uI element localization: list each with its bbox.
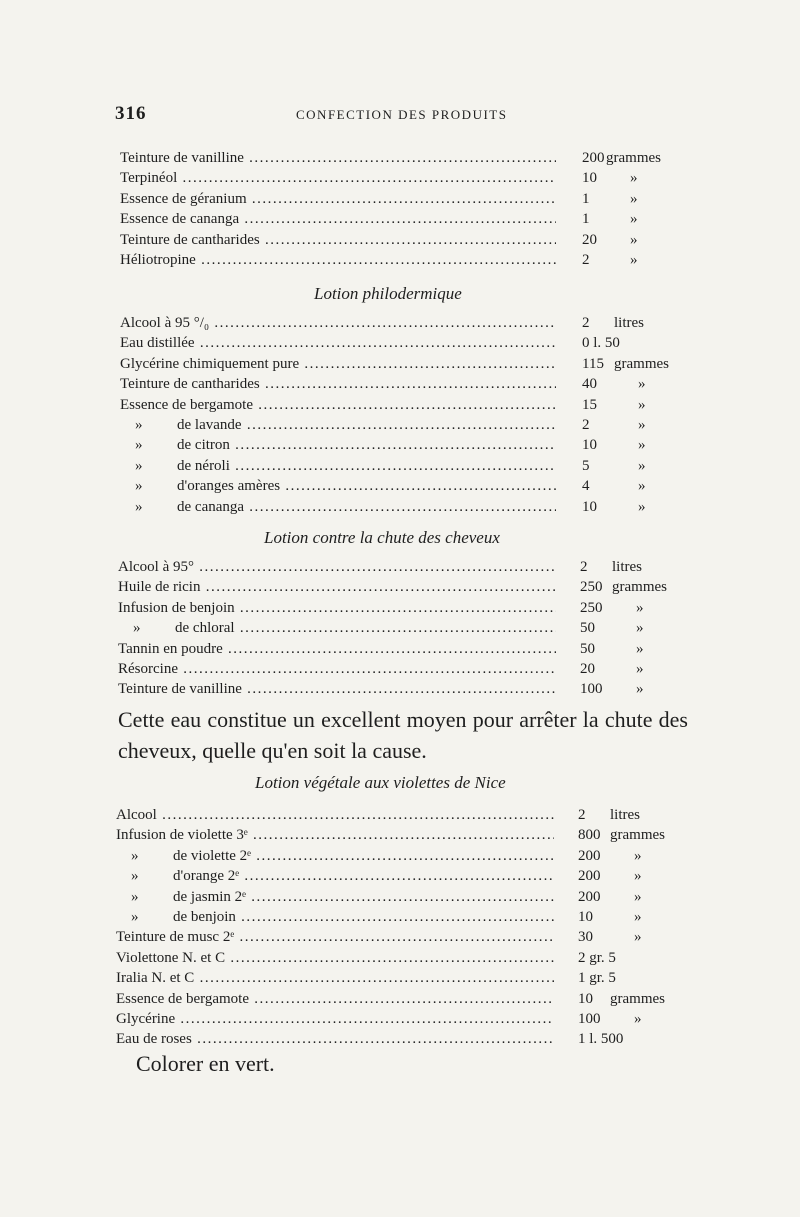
ingredient-quantity: 10: [578, 990, 593, 1007]
ingredient-unit: grammes: [606, 150, 661, 166]
ingredient-name-text: Héliotropine: [120, 251, 196, 268]
ingredient-row: [0, 354, 800, 374]
ingredient-name: [120, 333, 556, 353]
ingredient-name-text: Infusion de violette 3ᵉ: [116, 827, 248, 844]
ingredient-quantity: 15: [582, 396, 597, 413]
ingredient-name: [116, 825, 554, 845]
ingredient-name-text: Essence de bergamote: [120, 396, 254, 413]
ingredient-row: [0, 846, 800, 866]
recipe-list-1: [0, 148, 800, 270]
ingredient-name: [116, 1009, 554, 1029]
ingredient-name-text: d'orange 2ᵉ: [173, 868, 240, 885]
recipe-list-2: [0, 313, 800, 517]
ingredient-unit: grammes: [610, 990, 665, 1007]
ingredient-unit: »: [638, 416, 646, 433]
ingredient-name-text: de benjoin: [173, 908, 236, 925]
ingredient-name: [118, 618, 556, 638]
ingredient-name-text: Essence de bergamote: [116, 990, 250, 1007]
ingredient-unit: »: [634, 847, 642, 864]
ingredient-unit: »: [638, 396, 646, 413]
ingredient-name: [120, 456, 556, 476]
ingredient-name-text: Teinture de cantharides: [120, 231, 260, 248]
ingredient-quantity: 50: [580, 640, 595, 657]
ingredient-quantity: 30: [578, 929, 593, 946]
ingredient-unit: »: [638, 498, 646, 515]
ingredient-name: [120, 313, 556, 333]
ingredient-name: [116, 968, 554, 988]
ingredient-quantity: 1 l. 500: [578, 1031, 624, 1048]
ingredient-quantity: 115: [582, 355, 604, 372]
ingredient-quantity: 250: [580, 599, 603, 616]
ditto-mark: »: [135, 478, 143, 495]
ingredient-name-text: Glycérine: [116, 1010, 176, 1027]
ingredient-name-text: Glycérine chimiquement pure: [120, 355, 300, 372]
ingredient-name: [118, 577, 556, 597]
recipe-list-4: [0, 805, 800, 1050]
ingredient-row: [0, 1029, 800, 1049]
ingredient-name: [120, 415, 556, 435]
ingredient-row: [0, 230, 800, 250]
ingredient-quantity: 10: [582, 437, 597, 454]
ingredient-quantity: 1: [582, 190, 590, 207]
ingredient-unit: »: [630, 190, 638, 207]
ingredient-name-text: d'oranges amères: [177, 478, 281, 495]
ingredient-unit: »: [634, 929, 642, 946]
ingredient-name: [120, 476, 556, 496]
ingredient-unit: grammes: [614, 355, 669, 372]
ditto-mark: »: [131, 908, 139, 925]
ingredient-unit: »: [636, 599, 644, 616]
ingredient-unit: »: [638, 457, 646, 474]
ingredient-name: [116, 866, 554, 886]
ingredient-name-text: Iralia N. et C: [116, 970, 195, 987]
ingredient-name: [116, 846, 554, 866]
ingredient-row: [0, 557, 800, 577]
ingredient-quantity: 2: [578, 807, 586, 823]
ingredient-row: [0, 435, 800, 455]
ingredient-unit: »: [630, 251, 638, 268]
ingredient-name: [120, 395, 556, 415]
ingredient-name-text: Terpinéol: [120, 170, 178, 187]
ingredient-quantity: 10: [582, 170, 597, 187]
ingredient-unit: »: [634, 908, 642, 925]
ingredient-row: [0, 148, 800, 168]
ditto-mark: »: [133, 620, 141, 637]
ingredient-name: [116, 907, 554, 927]
ingredient-unit: »: [634, 888, 642, 905]
ingredient-name: [120, 209, 556, 229]
ingredient-unit: »: [636, 640, 644, 657]
ingredient-row: [0, 250, 800, 270]
ingredient-row: [0, 679, 800, 699]
ingredient-quantity: 5: [582, 457, 590, 474]
paragraph-colorer: Colorer en vert.: [136, 1051, 275, 1076]
ingredient-unit: litres: [614, 315, 644, 331]
ditto-mark: »: [135, 416, 143, 433]
ditto-mark: »: [135, 437, 143, 454]
ingredient-unit: »: [636, 620, 644, 637]
ingredient-name-text: Essence de géranium: [120, 190, 247, 207]
ingredient-quantity: 250: [580, 579, 603, 596]
ingredient-name-text: Eau distillée: [120, 335, 195, 352]
ingredient-quantity: 2: [582, 315, 590, 331]
ingredient-name-text: Essence de cananga: [120, 211, 240, 228]
ditto-mark: »: [131, 847, 139, 864]
ingredient-name-text: de citron: [177, 437, 230, 454]
ditto-mark: »: [131, 888, 139, 905]
ingredient-unit: grammes: [612, 579, 667, 596]
ingredient-unit: »: [636, 681, 644, 698]
page-number: 316: [115, 103, 147, 124]
ingredient-quantity: 200: [578, 888, 601, 905]
ingredient-name: [116, 805, 554, 825]
ingredient-quantity: 200: [578, 847, 601, 864]
ingredient-quantity: 10: [578, 908, 593, 925]
ingredient-unit: »: [634, 1010, 642, 1027]
ingredient-unit: »: [634, 868, 642, 885]
ingredient-name: [120, 354, 556, 374]
ingredient-row: [0, 209, 800, 229]
ingredient-name: [120, 230, 556, 250]
running-title: CONFECTION DES PRODUITS: [296, 107, 508, 122]
ingredient-row: [0, 618, 800, 638]
ingredient-name: [116, 1029, 554, 1049]
ingredient-row: [0, 313, 800, 333]
ingredient-name-text: de jasmin 2ᵉ: [173, 888, 247, 905]
ingredient-row: [0, 968, 800, 988]
recipe-title-chute-cheveux: Lotion contre la chute des cheveux: [264, 528, 500, 547]
ingredient-name: [118, 659, 556, 679]
ingredient-name-text: Eau de roses: [116, 1031, 192, 1048]
ingredient-unit: grammes: [610, 827, 665, 844]
ingredient-name: [120, 148, 556, 168]
ingredient-name-text: Teinture de vanilline: [120, 150, 244, 166]
ingredient-unit: »: [630, 231, 638, 248]
ingredient-name: [116, 948, 554, 968]
ingredient-row: [0, 577, 800, 597]
ditto-mark: »: [131, 868, 139, 885]
ingredient-quantity: 800: [578, 827, 601, 844]
ingredient-quantity: 10: [582, 498, 597, 515]
ingredient-name-text: de lavande: [177, 416, 242, 433]
ingredient-unit: litres: [612, 559, 642, 575]
recipe-title-philodermique: Lotion philodermique: [314, 284, 462, 303]
ingredient-name-text: de chloral: [175, 620, 235, 637]
ingredient-name: [116, 989, 554, 1009]
ingredient-quantity: 20: [580, 660, 595, 677]
ingredient-row: [0, 333, 800, 353]
ingredient-unit: »: [638, 437, 646, 454]
ingredient-row: [0, 456, 800, 476]
ingredient-quantity: 100: [578, 1010, 601, 1027]
ingredient-name-text: Teinture de vanilline: [118, 681, 242, 698]
ingredient-row: [0, 497, 800, 517]
ingredient-name: [120, 250, 556, 270]
ditto-mark: »: [135, 457, 143, 474]
ingredient-name: [120, 435, 556, 455]
ingredient-name: [118, 679, 556, 699]
page-header: [0, 103, 800, 127]
ingredient-row: [0, 907, 800, 927]
ingredient-unit: »: [636, 660, 644, 677]
ingredient-row: [0, 659, 800, 679]
ingredient-name: [120, 497, 556, 517]
ingredient-unit: »: [630, 170, 638, 187]
ingredient-row: [0, 374, 800, 394]
ingredient-quantity: 40: [582, 376, 597, 393]
ingredient-name-text: Infusion de benjoin: [118, 599, 235, 616]
ingredient-name-text: Résorcine: [118, 660, 178, 677]
ingredient-row: [0, 948, 800, 968]
ingredient-name: [118, 557, 556, 577]
ingredient-row: [0, 989, 800, 1009]
ingredient-name: [120, 189, 556, 209]
ingredient-unit: litres: [610, 807, 640, 823]
ingredient-name: [116, 887, 554, 907]
ingredient-quantity: 0 l. 50: [582, 335, 620, 352]
ingredient-quantity: 4: [582, 478, 590, 495]
ingredient-name: [120, 168, 556, 188]
ingredient-row: [0, 415, 800, 435]
ingredient-row: [0, 1009, 800, 1029]
ingredient-name-text: Tannin en poudre: [118, 640, 223, 657]
ingredient-quantity: 1: [582, 211, 590, 228]
ingredient-row: [0, 927, 800, 947]
ingredient-row: [0, 805, 800, 825]
ingredient-name-text: Huile de ricin: [118, 579, 201, 596]
ingredient-quantity: 200: [578, 868, 601, 885]
ingredient-unit: »: [638, 478, 646, 495]
recipe-list-3: [0, 557, 800, 700]
ingredient-name: [118, 639, 556, 659]
ingredient-row: [0, 476, 800, 496]
ingredient-row: [0, 639, 800, 659]
ingredient-quantity: 200: [582, 150, 605, 166]
ingredient-name-text: Violettone N. et C: [116, 949, 226, 966]
ingredient-name-text: de cananga: [177, 498, 245, 515]
ingredient-row: [0, 168, 800, 188]
recipe-title-violettes: Lotion végétale aux violettes de Nice: [255, 773, 506, 792]
ingredient-row: [0, 395, 800, 415]
ingredient-name: [120, 374, 556, 394]
paragraph-chute-cheveux: Cette eau constitue un excellent moyen pour arrêter la chute des cheveux, quelle qu'en soit la cause.: [118, 707, 688, 763]
ingredient-name-text: de néroli: [177, 457, 230, 474]
ingredient-row: [0, 866, 800, 886]
ingredient-row: [0, 598, 800, 618]
ingredient-name-text: Teinture de musc 2ᵉ: [116, 929, 235, 946]
ditto-mark: »: [135, 498, 143, 515]
ingredient-quantity: 2: [580, 559, 588, 575]
ingredient-name-text: Alcool: [116, 807, 157, 823]
ingredient-name-text: de violette 2ᵉ: [173, 847, 251, 864]
ingredient-name-text: Alcool à 95°: [118, 559, 194, 575]
ingredient-row: [0, 887, 800, 907]
ingredient-quantity: 20: [582, 231, 597, 248]
ingredient-quantity: 2: [582, 416, 590, 433]
ingredient-row: [0, 825, 800, 845]
ingredient-name: [116, 927, 554, 947]
ingredient-quantity: 50: [580, 620, 595, 637]
ingredient-row: [0, 189, 800, 209]
ingredient-quantity: 1 gr. 5: [578, 970, 616, 987]
ingredient-quantity: 2: [582, 251, 590, 268]
ingredient-name-text: Teinture de cantharides: [120, 376, 260, 393]
ingredient-name: [118, 598, 556, 618]
ingredient-name-text: Alcool à 95 °/₀: [120, 315, 210, 331]
ingredient-unit: »: [630, 211, 638, 228]
ingredient-unit: »: [638, 376, 646, 393]
ingredient-quantity: 100: [580, 681, 603, 698]
ingredient-quantity: 2 gr. 5: [578, 949, 616, 966]
